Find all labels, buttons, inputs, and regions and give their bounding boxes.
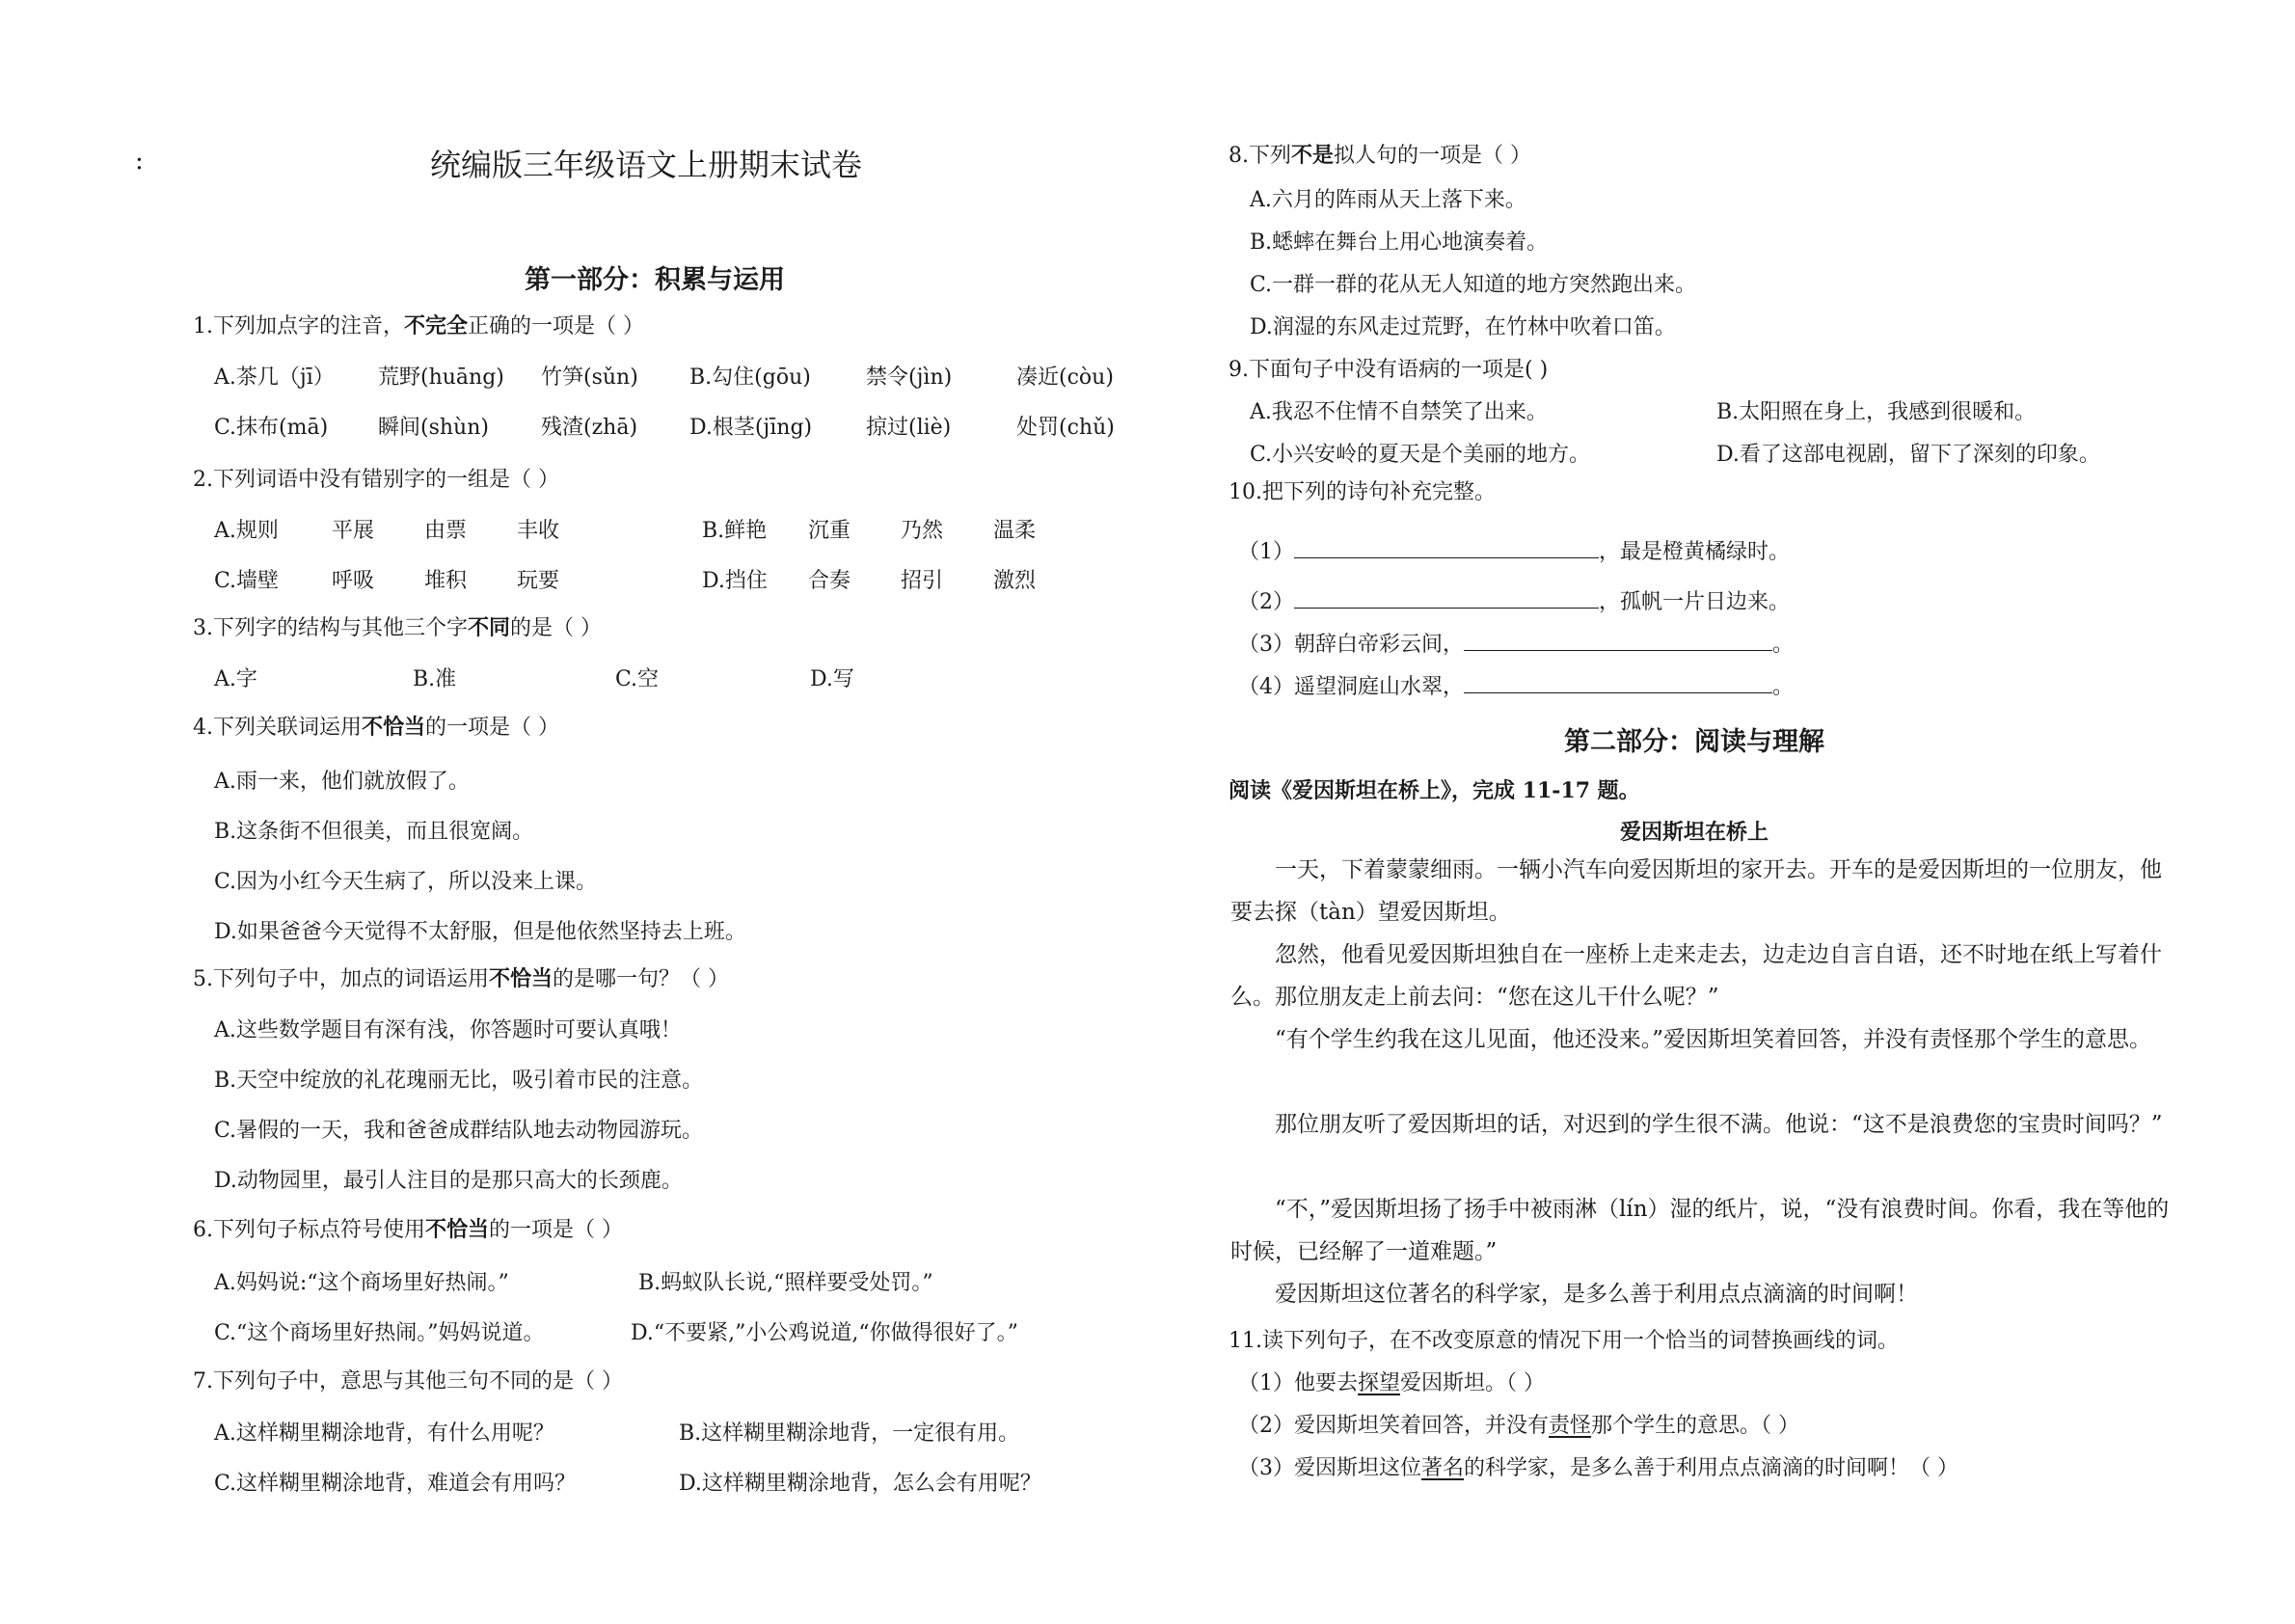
q8-emphasis: 不是 — [1291, 143, 1335, 168]
part2-heading: 第二部分：阅读与理解 — [1564, 727, 1824, 757]
q9-opt-b: B.太阳照在身上，我感到很暖和。 — [1716, 400, 2037, 424]
q1-opt-c2: 瞬间(shùn) — [378, 416, 489, 440]
reading-p2: 忽然，他看见爱因斯坦独自在一座桥上走来走去，边走边自言自语，还不时地在纸上写着什么。那位朋友走上前去问：“您在这儿干什么呢？” — [1230, 942, 2162, 1010]
q2-d4: 激烈 — [993, 569, 1037, 593]
q4-stem: 4.下列关联词运用不恰当的一项是（ ） — [193, 715, 560, 740]
q6-opt-a: A.妈妈说:“这个商场里好热闹。” — [214, 1271, 509, 1295]
q10-line2: （2） ，孤帆一片日边来。 — [1238, 586, 1790, 617]
q3-opt-c: C.空 — [615, 667, 660, 691]
q10-stem: 10.把下列的诗句补充完整。 — [1228, 480, 1496, 504]
q5-stem: 5.下列句子中，加点的词语运用不恰当的是哪一句？（ ） — [193, 966, 730, 991]
reading-instruction: 阅读《爱因斯坦在桥上》，完成 11-17 题。 — [1228, 778, 1640, 803]
reading-p4: 那位朋友听了爱因斯坦的话，对迟到的学生很不满。他说：“这不是浪费您的宝贵时间吗？” — [1275, 1112, 2163, 1137]
q1-opt-a1: A.茶几（jī） — [214, 365, 335, 390]
q2-b2: 沉重 — [808, 519, 851, 543]
q5-opt-c: C.暑假的一天，我和爸爸成群结队地去动物园游玩。 — [214, 1119, 704, 1143]
q2-b4: 温柔 — [993, 519, 1037, 543]
part1-heading: 第一部分：积累与运用 — [525, 265, 785, 295]
reading-title: 爱因斯坦在桥上 — [1620, 820, 1769, 845]
q8-opt-a: A.六月的阵雨从天上落下来。 — [1250, 188, 1526, 212]
q2-a2: 平展 — [332, 519, 375, 543]
q4-opt-a: A.雨一来，他们就放假了。 — [214, 770, 470, 794]
q7-opt-c: C.这样糊里糊涂地背，难道会有用吗？ — [214, 1472, 577, 1496]
q2-d2: 合奏 — [808, 569, 851, 593]
q2-c2: 呼吸 — [332, 569, 375, 593]
q2-d3: 招引 — [901, 569, 944, 593]
q10-line3: （3）朝辞白帝彩云间， 。 — [1238, 629, 1794, 660]
q8-opt-c: C.一群一群的花从无人知道的地方突然跑出来。 — [1250, 273, 1697, 297]
reading-p3: “有个学生约我在这儿见面，他还没来。”爱因斯坦笑着回答，并没有责怪那个学生的意思。 — [1275, 1027, 2152, 1052]
q6-emphasis: 不恰当 — [425, 1217, 490, 1242]
q7-opt-a: A.这样糊里糊涂地背，有什么用呢？ — [214, 1421, 554, 1446]
blank-2[interactable] — [1294, 586, 1599, 609]
q2-a3: 由票 — [424, 519, 468, 543]
q11-s3: （3）爱因斯坦这位著名的科学家，是多么善于利用点点滴滴的时间啊！（ ） — [1238, 1456, 1959, 1480]
q1-opt-b2: 禁令(jìn) — [866, 365, 953, 390]
q1-opt-b1: B.勾住(gōu) — [689, 365, 811, 390]
q10-line4: （4）遥望洞庭山水翠， 。 — [1238, 671, 1794, 702]
reading-p1: 一天，下着蒙蒙细雨。一辆小汽车向爱因斯坦的家开去。开车的是爱因斯坦的一位朋友，他要去探（tàn）望爱因斯坦。 — [1230, 857, 2162, 925]
q6-opt-c: C.“这个商场里好热闹。”妈妈说道。 — [214, 1321, 545, 1345]
q8-opt-d: D.润湿的东风走过荒野，在竹林中吹着口笛。 — [1250, 315, 1676, 339]
q6-opt-d: D.“不要紧,”小公鸡说道,“你做得很好了。” — [631, 1321, 1018, 1345]
reading-p6: 爱因斯坦这位著名的科学家，是多么善于利用点点滴滴的时间啊！ — [1275, 1282, 1918, 1307]
q5-opt-b: B.天空中绽放的礼花瑰丽无比，吸引着市民的注意。 — [214, 1069, 704, 1093]
q1-opt-a3: 竹笋(sǔn) — [541, 365, 638, 390]
q3-opt-a: A.字 — [214, 667, 257, 691]
q2-d1: D.挡住 — [702, 569, 768, 593]
q5-emphasis: 不恰当 — [489, 966, 554, 991]
reading-p5: “不，”爱因斯坦扬了扬手中被雨淋（lín）湿的纸片，说，“没有浪费时间。你看，我在等他的时候，已经解了一道难题。” — [1230, 1197, 2170, 1264]
q4-opt-c: C.因为小红今天生病了，所以没来上课。 — [214, 870, 598, 894]
q9-opt-a: A.我忍不住情不自禁笑了出来。 — [1250, 400, 1548, 424]
page-title: 统编版三年级语文上册期末试卷 — [430, 147, 863, 183]
q6-opt-b: B.蚂蚁队长说,“照样要受处罚。” — [638, 1271, 933, 1295]
q1-opt-b3: 凑近(còu) — [1016, 365, 1114, 390]
q1-opt-d1: D.根茎(jīng) — [689, 416, 813, 440]
q11-s2-underlined: 责怪 — [1549, 1414, 1592, 1438]
blank-1[interactable] — [1294, 536, 1599, 558]
q3-opt-b: B.准 — [413, 667, 457, 691]
q3-opt-d: D.写 — [810, 667, 854, 691]
q7-opt-b: B.这样糊里糊涂地背，一定很有用。 — [679, 1421, 1020, 1446]
q1-opt-c3: 残渣(zhā) — [541, 416, 638, 440]
q1-opt-d3: 处罚(chǔ) — [1016, 416, 1115, 440]
q9-opt-d: D.看了这部电视剧，留下了深刻的印象。 — [1716, 443, 2100, 467]
q7-opt-d: D.这样糊里糊涂地背，怎么会有用呢？ — [679, 1472, 1041, 1496]
q5-opt-d: D.动物园里，最引人注目的是那只高大的长颈鹿。 — [214, 1169, 683, 1193]
q10-line1: （1） ，最是橙黄橘绿时。 — [1238, 536, 1790, 567]
q2-a1: A.规则 — [214, 519, 279, 543]
q2-c1: C.墙壁 — [214, 569, 280, 593]
q11-s1: （1）他要去探望爱因斯坦。（ ） — [1238, 1371, 1546, 1395]
q8-opt-b: B.蟋蟀在舞台上用心地演奏着。 — [1250, 230, 1549, 255]
q1-opt-c1: C.抹布(mā) — [214, 416, 329, 440]
q3-emphasis: 不同 — [468, 615, 511, 640]
q4-emphasis: 不恰当 — [362, 715, 426, 740]
q2-a4: 丰收 — [517, 519, 560, 543]
q11-s2: （2）爱因斯坦笑着回答，并没有责怪那个学生的意思。（ ） — [1238, 1414, 1800, 1438]
blank-3[interactable] — [1464, 629, 1772, 651]
q8-stem: 8.下列不是拟人句的一项是（ ） — [1228, 143, 1532, 168]
q4-opt-b: B.这条街不但很美，而且很宽阔。 — [214, 820, 534, 844]
q1-opt-a2: 荒野(huāng) — [378, 365, 504, 390]
q5-opt-a: A.这些数学题目有深有浅，你答题时可要认真哦！ — [214, 1018, 682, 1042]
q2-stem: 2.下列词语中没有错别字的一组是（ ） — [193, 468, 559, 492]
q1-opt-d2: 掠过(liè) — [866, 416, 952, 440]
margin-colon: : — [135, 147, 144, 176]
q1-emphasis: 不完全 — [404, 313, 469, 338]
q9-opt-c: C.小兴安岭的夏天是个美丽的地方。 — [1250, 443, 1591, 467]
q4-opt-d: D.如果爸爸今天觉得不太舒服，但是他依然坚持去上班。 — [214, 920, 746, 944]
q3-stem: 3.下列字的结构与其他三个字不同的是（ ） — [193, 615, 603, 640]
q2-c3: 堆积 — [424, 569, 468, 593]
q2-c4: 玩要 — [517, 569, 560, 593]
q11-s1-underlined: 探望 — [1358, 1371, 1401, 1395]
q6-stem: 6.下列句子标点符号使用不恰当的一项是（ ） — [193, 1217, 624, 1242]
q11-stem: 11.读下列句子，在不改变原意的情况下用一个恰当的词替换画线的词。 — [1228, 1329, 1899, 1353]
q9-stem: 9.下面句子中没有语病的一项是( ) — [1228, 358, 1549, 382]
q7-stem: 7.下列句子中，意思与其他三句不同的是（ ） — [193, 1369, 623, 1394]
q1-stem: 1.下列加点字的注音，不完全正确的一项是（ ） — [193, 313, 645, 338]
q11-s3-underlined: 著名 — [1421, 1456, 1465, 1480]
q2-b3: 乃然 — [901, 519, 944, 543]
q2-b1: B.鲜艳 — [702, 519, 768, 543]
blank-4[interactable] — [1464, 671, 1772, 693]
